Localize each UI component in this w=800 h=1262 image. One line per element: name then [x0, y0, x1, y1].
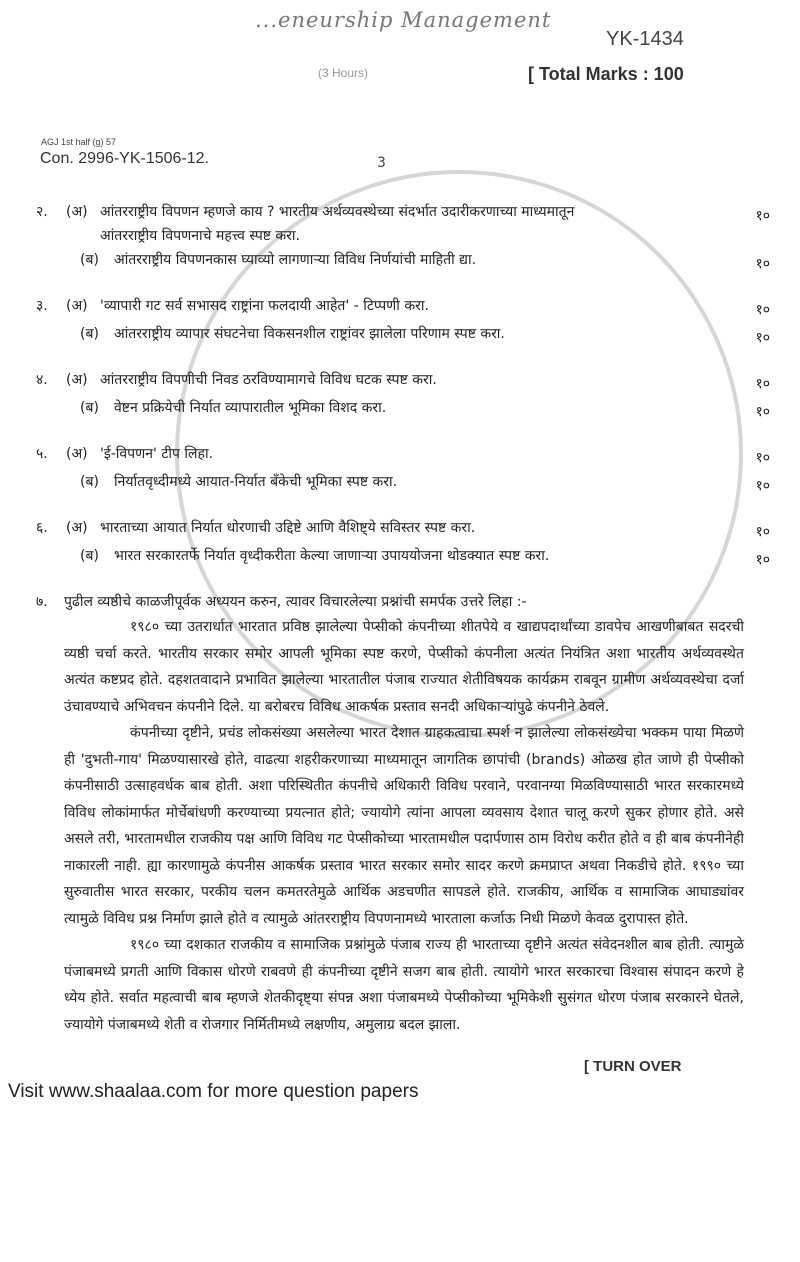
marks: १०: [755, 330, 770, 346]
question-part: [36, 516, 770, 544]
part-label: (अ): [66, 298, 88, 314]
marks: १०: [755, 404, 770, 420]
question-text: 'व्यापारी गट सर्व सभासद राष्ट्रांना फलदायी आहेत' - टिप्पणी करा.: [100, 298, 429, 314]
question-part: [36, 368, 770, 396]
question-part: [36, 322, 770, 350]
question-text-cont: आंतरराष्ट्रीय विपणनाचे महत्त्व स्पष्ट करा.: [100, 228, 300, 244]
handwritten-subject: ...eneurship Management: [255, 8, 552, 32]
question-4: [36, 368, 770, 424]
question-part: [36, 248, 770, 276]
marks: १०: [755, 478, 770, 494]
question-text: आंतरराष्ट्रीय विपणन म्हणजे काय ? भारतीय अर्थव्यवस्थेच्या संदर्भात उदारीकरणाच्या माध्यमातून: [100, 204, 575, 220]
marks: १०: [755, 450, 770, 466]
question-part: [36, 200, 770, 248]
question-text: भारत सरकारतर्फे निर्यात वृध्दीकरीता केल्या जाणाऱ्या उपाययोजना थोडक्यात स्पष्ट करा.: [114, 548, 550, 564]
question-part: [36, 442, 770, 470]
case-paragraph: १९८० च्या उतरार्धात भारतात प्रविष्ठ झालेल्या पेप्सीको कंपनीच्या शीतपेये व खाद्यपदार्थांच्या डावपेच आखणीबाबत सदरची व्यष्ठी चर्चा करते. भारतीय सरकार समोर आपली भूमिका स्पष्ट करणे, पेप्सीको कंपनीला अत्यंत नियंत्रित अशा भारतीय अर्थव्यवस्थेत अत्यंत कष्टप्रद होते. दहशतवादाने प्रभावित झालेल्या भारतातील पंजाब राज्यात शेतीविषयक कार्यक्रम राबवून ग्रामीण अर्थव्यवस्थेचा दर्जा उंचावण्याचे अभिवचन कंपनीने दिले. या बरोबरच विविध आकर्षक प्रस्ताव सनदी अधिकाऱ्यांपुढे कंपनीने ठेवले.: [64, 619, 744, 715]
marks: १०: [755, 256, 770, 272]
con-number: Con. 2996-YK-1506-12.: [40, 150, 209, 167]
question-part: [36, 544, 770, 572]
question-text: भारताच्या आयात निर्यात धोरणाची उद्दिष्टे आणि वैशिष्ट्ये सविस्तर स्पष्ट करा.: [100, 520, 476, 536]
reference-code: AGJ 1st half (g) 57: [41, 137, 117, 147]
question-part: [36, 396, 770, 424]
marks: १०: [755, 208, 770, 224]
part-label: (ब): [80, 252, 99, 268]
question-3: [36, 294, 770, 350]
duration: (3 Hours): [318, 66, 369, 80]
case-study-body: [64, 614, 744, 1038]
question-text: 'ई-विपणन' टीप लिहा.: [100, 446, 214, 462]
question-text: आंतरराष्ट्रीय विपणनकास घ्याव्यो लागणाऱ्या विविध निर्णयांची माहिती द्या.: [114, 252, 477, 268]
site-footer-note: Visit www.shaalaa.com for more question papers: [8, 1081, 419, 1102]
question-part: [36, 294, 770, 322]
question-text: निर्यातवृध्दीमध्ये आयात-निर्यात बँकेची भूमिका स्पष्ट करा.: [114, 474, 398, 490]
question-number: ७.: [36, 594, 48, 610]
case-instruction: पुढील व्यष्ठीचे काळजीपूर्वक अध्ययन करुन, त्यावर विचारलेल्या प्रश्नांची समर्पक उत्तरे लिहा :-: [64, 594, 527, 610]
question-number: ३.: [36, 298, 48, 314]
part-label: (ब): [80, 326, 99, 342]
question-2: [36, 200, 770, 276]
case-study-heading: [36, 590, 770, 614]
total-marks: [ Total Marks : 100: [528, 64, 684, 84]
part-label: (ब): [80, 474, 99, 490]
paper-code: YK-1434: [606, 28, 684, 50]
question-number: ६.: [36, 520, 48, 536]
part-label: (अ): [66, 372, 88, 388]
question-part: [36, 470, 770, 498]
question-text: वेष्टन प्रक्रियेची निर्यात व्यापारातील भूमिका विशद करा.: [114, 400, 387, 416]
question-number: ५.: [36, 446, 48, 462]
part-label: (ब): [80, 548, 99, 564]
part-label: (अ): [66, 204, 88, 220]
case-paragraph: कंपनीच्या दृष्टीने, प्रचंड लोकसंख्या असलेल्या भारत देशात ग्राहकत्वाचा स्पर्श न झालेल्या लोकसंख्येचा भक्कम पाया मिळणे ही 'दुभती-गाय' मिळण्यासारखे होते, वाढत्या शहरीकरणाच्या माध्यमातून जागतिक छापांची (brands) ओळख होत जाणे ही पेप्सीको कंपनीसाठी उत्साहवर्धक बाब होती. अशा परिस्थितीत कंपनीचे अधिकारी विविध परवाने, परवानग्या मिळविण्यासाठी भारत सरकारमध्ये विविध लोकांमार्फत मोर्चेबांधणी करण्याच्या प्रयत्नात होते; ज्यायोगे त्यांना आपला व्यवसाय देशात चालू करणे सुकर होणार होते. असे असले तरी, भारतामधील राजकीय पक्ष आणि विविध गट पेप्सीकोच्या भारतामधील पदार्पणास ठाम विरोध करीत होते व ही बाब कंपनीनेही नाकारली नाही. ह्या कारणामुळे कंपनीस आकर्षक प्रस्ताव भारत सरकार समोर सादर करणे क्रमप्राप्त अथवा निकडीचे होते. १९९० च्या सुरुवातीस भारत सरकार, परकीय चलन कमतरतेमुळे आर्थिक अडचणीत सापडले होते. राजकीय, आर्थिक व सामाजिक आघाड्यांवर त्यामुळे विविध प्रश्न निर्माण झाले होते व त्यामुळे आंतरराष्ट्रीय विपणनामध्ये भारताला कर्जाऊ निधी मिळणे केवळ दुरापास्त होते.: [64, 725, 744, 927]
marks: १०: [755, 552, 770, 568]
question-text-wrap: [100, 200, 738, 248]
part-label: (अ): [66, 520, 88, 536]
question-5: [36, 442, 770, 498]
marks: १०: [755, 524, 770, 540]
case-paragraph: १९८० च्या दशकात राजकीय व सामाजिक प्रश्नांमुळे पंजाब राज्य ही भारताच्या दृष्टीने अत्यंत संवेदनशील बाब होती. त्यामुळे पंजाबमध्ये प्रगती आणि विकास धोरणे राबवणे ही कंपनीच्या दृष्टीने सजग बाब होती. त्यायोगे भारत सरकारचा विश्वास संपादन करणे हे ध्येय होते. सर्वात महत्वाची बाब म्हणजे शेतकीदृष्ट्या संपन्न अशा पंजाबमध्ये पेप्सीकोच्या भूमिकेशी सुसंगत धोरण पंजाब सरकारने घेतले, ज्यायोगे पंजाबमध्ये शेती व रोजगार निर्मितीमध्ये लक्षणीय, अमुलाग्र बदल झाला.: [64, 937, 744, 1033]
page-number: 3: [377, 155, 386, 171]
question-text: आंतरराष्ट्रीय विपणीची निवड ठरविण्यामागचे विविध घटक स्पष्ट करा.: [100, 372, 437, 388]
question-6: [36, 516, 770, 572]
marks: १०: [755, 376, 770, 392]
marks: १०: [755, 302, 770, 318]
question-number: ४.: [36, 372, 48, 388]
question-text: आंतरराष्ट्रीय व्यापार संघटनेचा विकसनशील राष्ट्रांवर झालेला परिणाम स्पष्ट करा.: [114, 326, 505, 342]
part-label: (अ): [66, 446, 88, 462]
turn-over: [ TURN OVER: [584, 1058, 682, 1075]
part-label: (ब): [80, 400, 99, 416]
question-number: २.: [36, 204, 48, 220]
